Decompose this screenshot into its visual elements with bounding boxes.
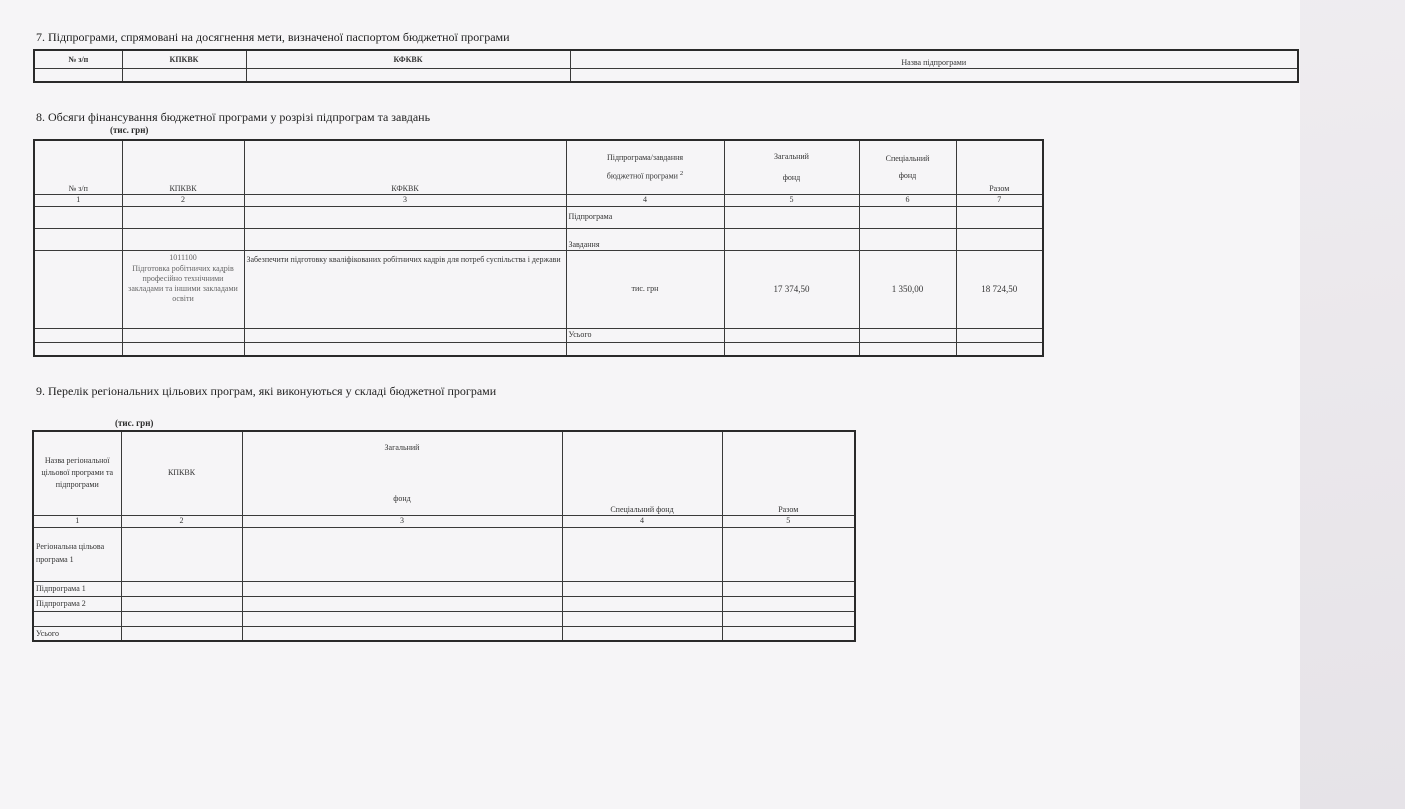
section-8-title: 8. Обсяги фінансування бюджетної програми у розрізі підпрограм та завдань [36, 110, 431, 124]
general-fund-value: 17 374,50 [724, 250, 859, 328]
header-general-fund: Загальний фонд [242, 431, 562, 515]
header-task: Підпрограма/завдання бюджетної програми $^2$ [566, 140, 724, 194]
row-label: Регіональна цільова програма 1 [33, 527, 121, 581]
header-special-fund: Спеціальний фонд [859, 140, 956, 194]
row-total-label: Усього [566, 328, 724, 342]
section-7-title: 7. Підпрограми, спрямовані на досягнення мети, визначеної паспортом бюджетної програми [36, 30, 510, 44]
table-row [34, 68, 1298, 82]
table-row [33, 581, 855, 596]
section-9-unit: (тис. грн) [115, 418, 154, 428]
header-general-fund: Загальний фонд [724, 140, 859, 194]
row-label [33, 611, 121, 626]
header-total: Разом [956, 140, 1043, 194]
row-subprogram-label: Підпрограма [566, 206, 724, 228]
kpkvk-name: Підготовка робітничих кадрів професійно технічними закладами та іншими закладами освіти [128, 263, 238, 303]
column-number-row: 1 2 3 4 5 6 7 [34, 194, 1043, 206]
table-header-row [34, 140, 1043, 194]
header-total: Разом [722, 431, 855, 515]
column-number-row: 1 2 3 4 5 [33, 515, 855, 527]
table-header-row [34, 50, 1298, 68]
row-task-label: Завдання [566, 228, 724, 250]
kpkvk-code: 1011100 [169, 252, 197, 262]
header-kfkvk: КФКВК [244, 140, 566, 194]
header-kpkvk: КПКВК [121, 431, 242, 515]
header-special-fund: Спеціальний фонд [562, 431, 722, 515]
header-program-name: Назва регіональної цільової програми та підпрограми [33, 431, 121, 515]
row-total-label: Усього [33, 626, 121, 641]
header-no: № з/п [34, 140, 122, 194]
unit-cell: тис. грн [566, 250, 724, 328]
table-row [34, 228, 1043, 250]
section-8-unit: (тис. грн) [110, 125, 149, 135]
header-kpkvk: КПКВК [122, 50, 246, 68]
table-header-row [33, 431, 855, 515]
header-kfkvk: КФКВК [246, 50, 570, 68]
kpkvk-cell [122, 250, 244, 328]
special-fund-value: 1 350,00 [859, 250, 956, 328]
header-subprogram-name: Назва підпрограми [570, 50, 1298, 68]
row-label: Підпрограма 2 [33, 596, 121, 611]
table-row [33, 611, 855, 626]
table-row [33, 596, 855, 611]
table-row [34, 342, 1043, 356]
financing-table [33, 139, 1044, 357]
table-row [34, 328, 1043, 342]
table-row [33, 527, 855, 581]
section-9-title: 9. Перелік регіональних цільових програм, які виконуються у складі бюджетної програми [36, 384, 497, 398]
header-no: № з/п [34, 50, 122, 68]
table-row [34, 250, 1043, 328]
header-kpkvk: КПКВК [122, 140, 244, 194]
total-value: 18 724,50 [956, 250, 1043, 328]
row-label: Підпрограма 1 [33, 581, 121, 596]
subprograms-table [33, 49, 1299, 83]
table-row [34, 206, 1043, 228]
table-row [33, 626, 855, 641]
kfkvk-text: Забезпечити підготовку кваліфікованих робітничих кадрів для потреб суспільства і держави [244, 250, 566, 328]
regional-programs-table [32, 430, 856, 642]
